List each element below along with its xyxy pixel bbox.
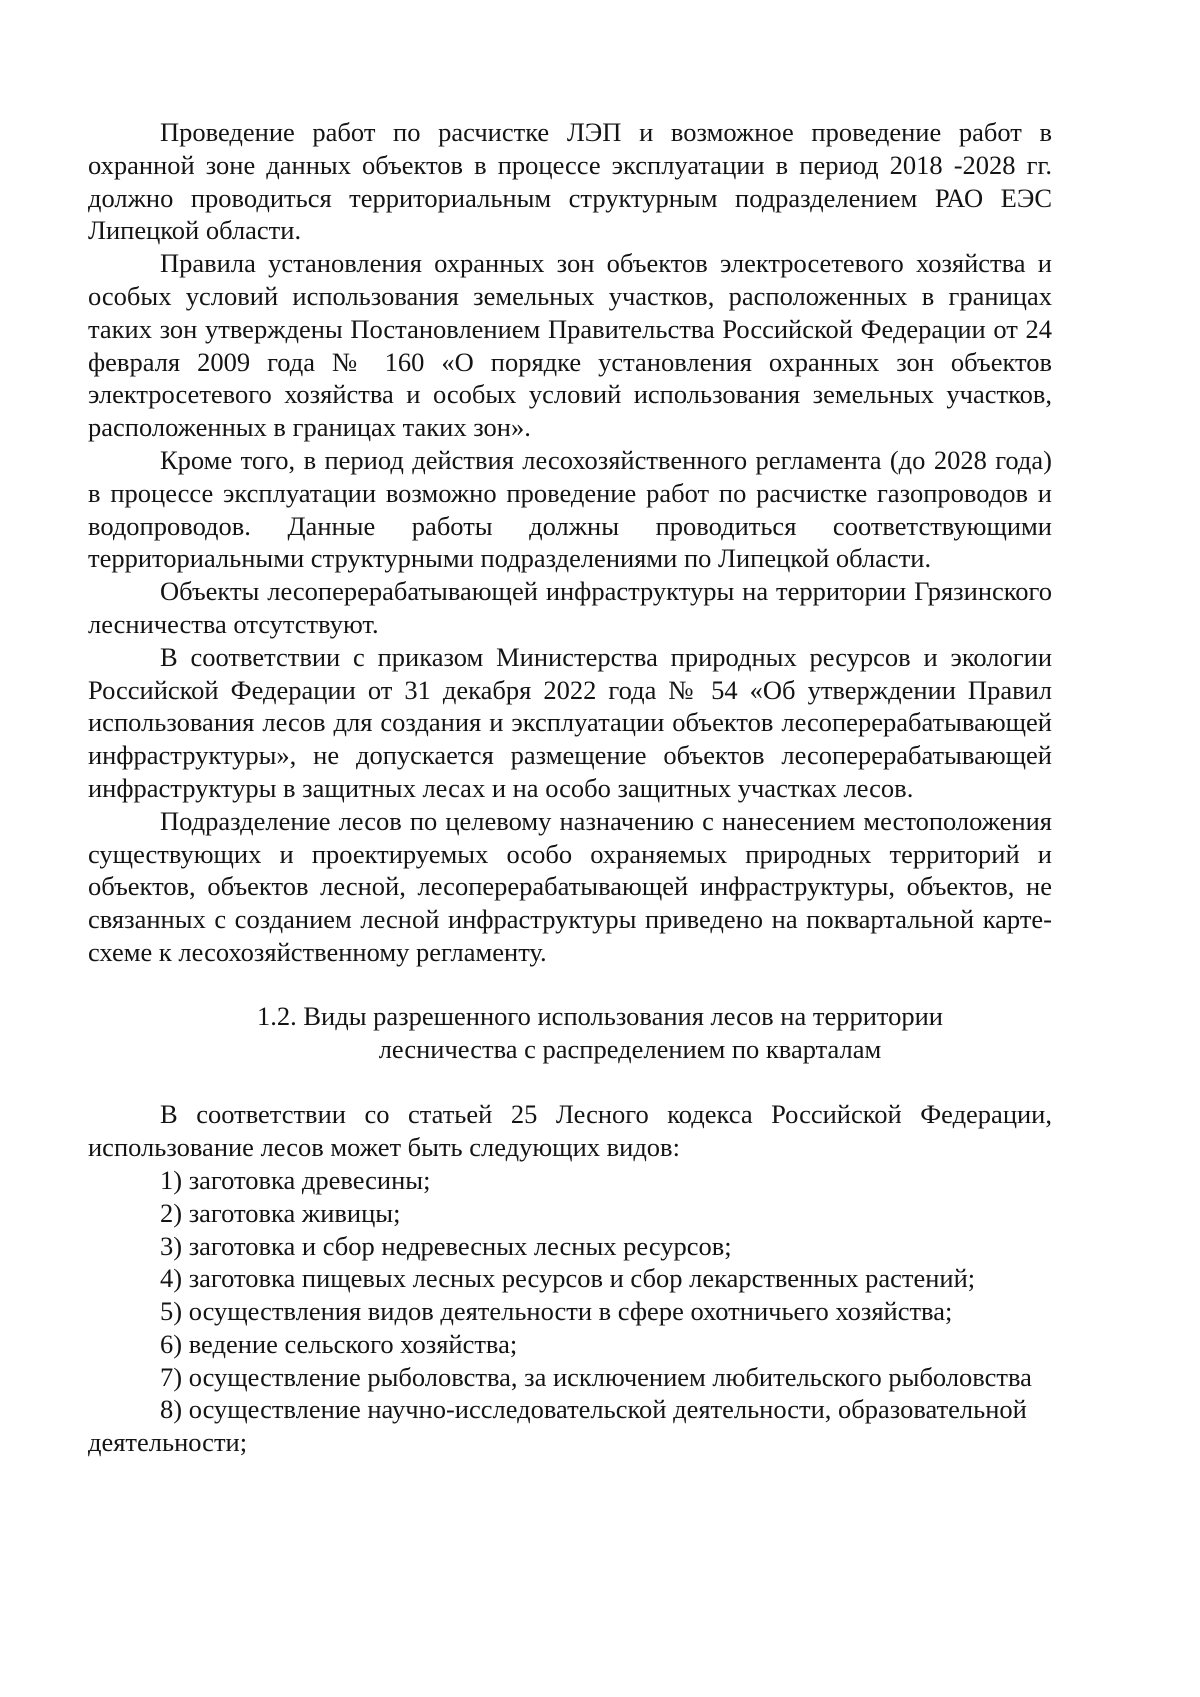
paragraph-ministry-order: В соответствии с приказом Министерства природных ресурсов и экологии Российской Федерации от 31 декабря 2022 года № 54 «Об утверждении Правил использования лесов для создания и эксплуатации объектов лесоперерабатывающей инфраструктуры», не допускается размещение объектов лесоперерабатывающей инфраструктуры в защитных лесах и на особо защитных участках лесов. [88, 641, 1052, 803]
list-item: 2) заготовка живицы; [160, 1197, 401, 1228]
paragraph-no-processing-objects: Объекты лесоперерабатывающей инфраструктуры на территории Грязинского лесничества отсутствуют. [88, 576, 1052, 639]
paragraph-protection-zone-rules: Правила установления охранных зон объектов электросетевого хозяйства и особых условий использования земельных участков, расположенных в границах таких зон утверждены Постановлением Правительства Российской Федерации от 24 февраля 2009 года № 160 «О порядке установления охранных зон объектов электросетевого хозяйства и особых условий использования земельных участков, расположенных в границах таких зон». [88, 248, 1052, 443]
section-heading-line2: лесничества с распределением по кварталам [378, 1033, 882, 1064]
section-heading-line1: 1.2. Виды разрешенного использования лесов на территории [257, 1000, 943, 1031]
paragraph-pipelines: Кроме того, в период действия лесохозяйственного регламента (до 2028 года) в процессе эксплуатации возможно проведение работ по расчистке газопроводов и водопроводов. Данные работы должны проводиться соответствующими территориальными структурными подразделениями по Липецкой области. [88, 444, 1052, 574]
list-item: 6) ведение сельского хозяйства; [160, 1328, 518, 1359]
paragraph-forest-code-intro: В соответствии со статьей 25 Лесного кодекса Российской Федерации, использование лесов может быть следующих видов: [88, 1099, 1052, 1163]
paragraph-power-lines: Проведение работ по расчистке ЛЭП и возможное проведение работ в охранной зоне данных объектов в процессе эксплуатации в период 2018 -2028 гг. должно проводиться территориальным структурным подразделением РАО ЕЭС Липецкой области. [88, 117, 1052, 246]
document-page [88, 116, 1052, 1459]
list-item: 3) заготовка и сбор недревесных лесных ресурсов; [160, 1230, 732, 1261]
list-item: 4) заготовка пищевых лесных ресурсов и сбор лекарственных растений; [160, 1263, 976, 1294]
list-item: 1) заготовка древесины; [160, 1164, 431, 1195]
list-item: 7) осуществление рыболовства, за исключением любительского рыболовства [160, 1361, 1032, 1392]
list-item: 8) осуществление научно-исследовательской деятельности, образовательной деятельности; [88, 1394, 1027, 1458]
list-item: 5) осуществления видов деятельности в сфере охотничьего хозяйства; [160, 1296, 953, 1327]
paragraph-forest-division: Подразделение лесов по целевому назначению с нанесением местоположения существующих и проектируемых особо охраняемых природных территорий и объектов, объектов лесной, лесоперерабатывающей инфраструктуры, объектов, не связанных с созданием лесной инфраструктуры приведено на поквартальной карте-схеме к лесохозяйственному регламенту. [88, 805, 1052, 967]
section-heading [88, 1000, 1052, 1066]
forest-use-list [88, 1164, 1052, 1459]
